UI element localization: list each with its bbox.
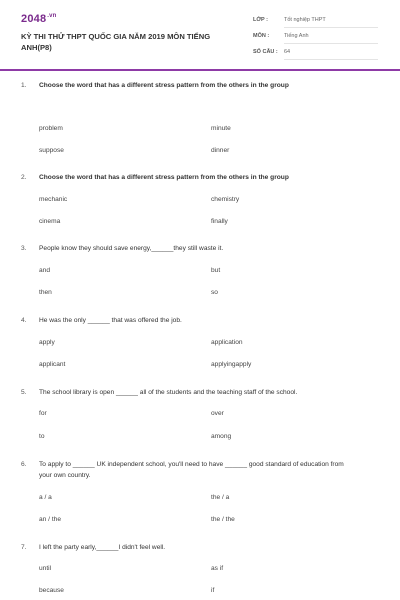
option-c[interactable]: because [39,587,64,594]
question-number: 2. [21,174,27,181]
option-c[interactable]: an / the [39,516,61,523]
option-a[interactable]: problem [39,125,63,132]
option-b[interactable]: chemistry [211,196,240,203]
option-a[interactable]: mechanic [39,196,68,203]
logo-text: 2048 [21,13,47,25]
site-logo[interactable] [21,13,57,25]
option-d[interactable]: so [211,289,218,296]
option-b[interactable]: but [211,267,221,274]
question-text: The school library is open ______ all of the students and the teaching staff of the school. [39,389,298,396]
question-text: Choose the word that has a different stress pattern from the others in the group [39,174,289,181]
option-d[interactable]: finally [211,218,228,225]
option-b[interactable]: application [211,339,243,346]
option-c[interactable]: then [39,289,52,296]
subject-label: MÔN : [253,33,270,39]
option-b[interactable]: the / a [211,494,230,501]
question-text: Choose the word that has a different stress pattern from the others in the group [39,82,289,89]
question-count-value: 64 [284,49,378,60]
question-text: People know they should save energy,______they still waste it. [39,245,224,252]
question-text: He was the only ______ that was offered the job. [39,317,182,324]
option-c[interactable]: applicant [39,361,66,368]
question-number: 6. [21,461,27,468]
option-c[interactable]: suppose [39,147,64,154]
class-label: LỚP : [253,17,268,23]
option-b[interactable]: minute [211,125,231,132]
header-divider [0,69,400,71]
question-number: 7. [21,544,27,551]
option-d[interactable]: applyingapply [211,361,252,368]
question-count-label: SỐ CÂU : [253,49,278,55]
exam-header [0,0,400,68]
question-number: 5. [21,389,27,396]
option-a[interactable]: until [39,565,52,572]
option-a[interactable]: for [39,410,47,417]
exam-title: KỲ THI THỬ THPT QUỐC GIA NĂM 2019 MÔN TIẾNG ANH(P8) [21,32,211,52]
option-d[interactable]: dinner [211,147,230,154]
logo-suffix: .vn [47,13,57,20]
question-number: 1. [21,82,27,89]
option-a[interactable]: and [39,267,51,274]
option-a[interactable]: apply [39,339,55,346]
option-d[interactable]: among [211,433,232,440]
option-b[interactable]: over [211,410,224,417]
option-d[interactable]: the / the [211,516,235,523]
subject-value: Tiếng Anh [284,33,378,44]
question-number: 4. [21,317,27,324]
option-c[interactable]: cinema [39,218,61,225]
class-value: Tốt nghiệp THPT [284,17,378,28]
question-text: To apply to ______ UK independent school, you'll need to have ______ good standard of education from your own country. [39,461,344,479]
option-b[interactable]: as if [211,565,224,572]
option-c[interactable]: to [39,433,45,440]
question-text: I left the party early,______I didn't feel well. [39,544,166,551]
option-a[interactable]: a / a [39,494,52,501]
option-d[interactable]: if [211,587,215,594]
question-number: 3. [21,245,27,252]
